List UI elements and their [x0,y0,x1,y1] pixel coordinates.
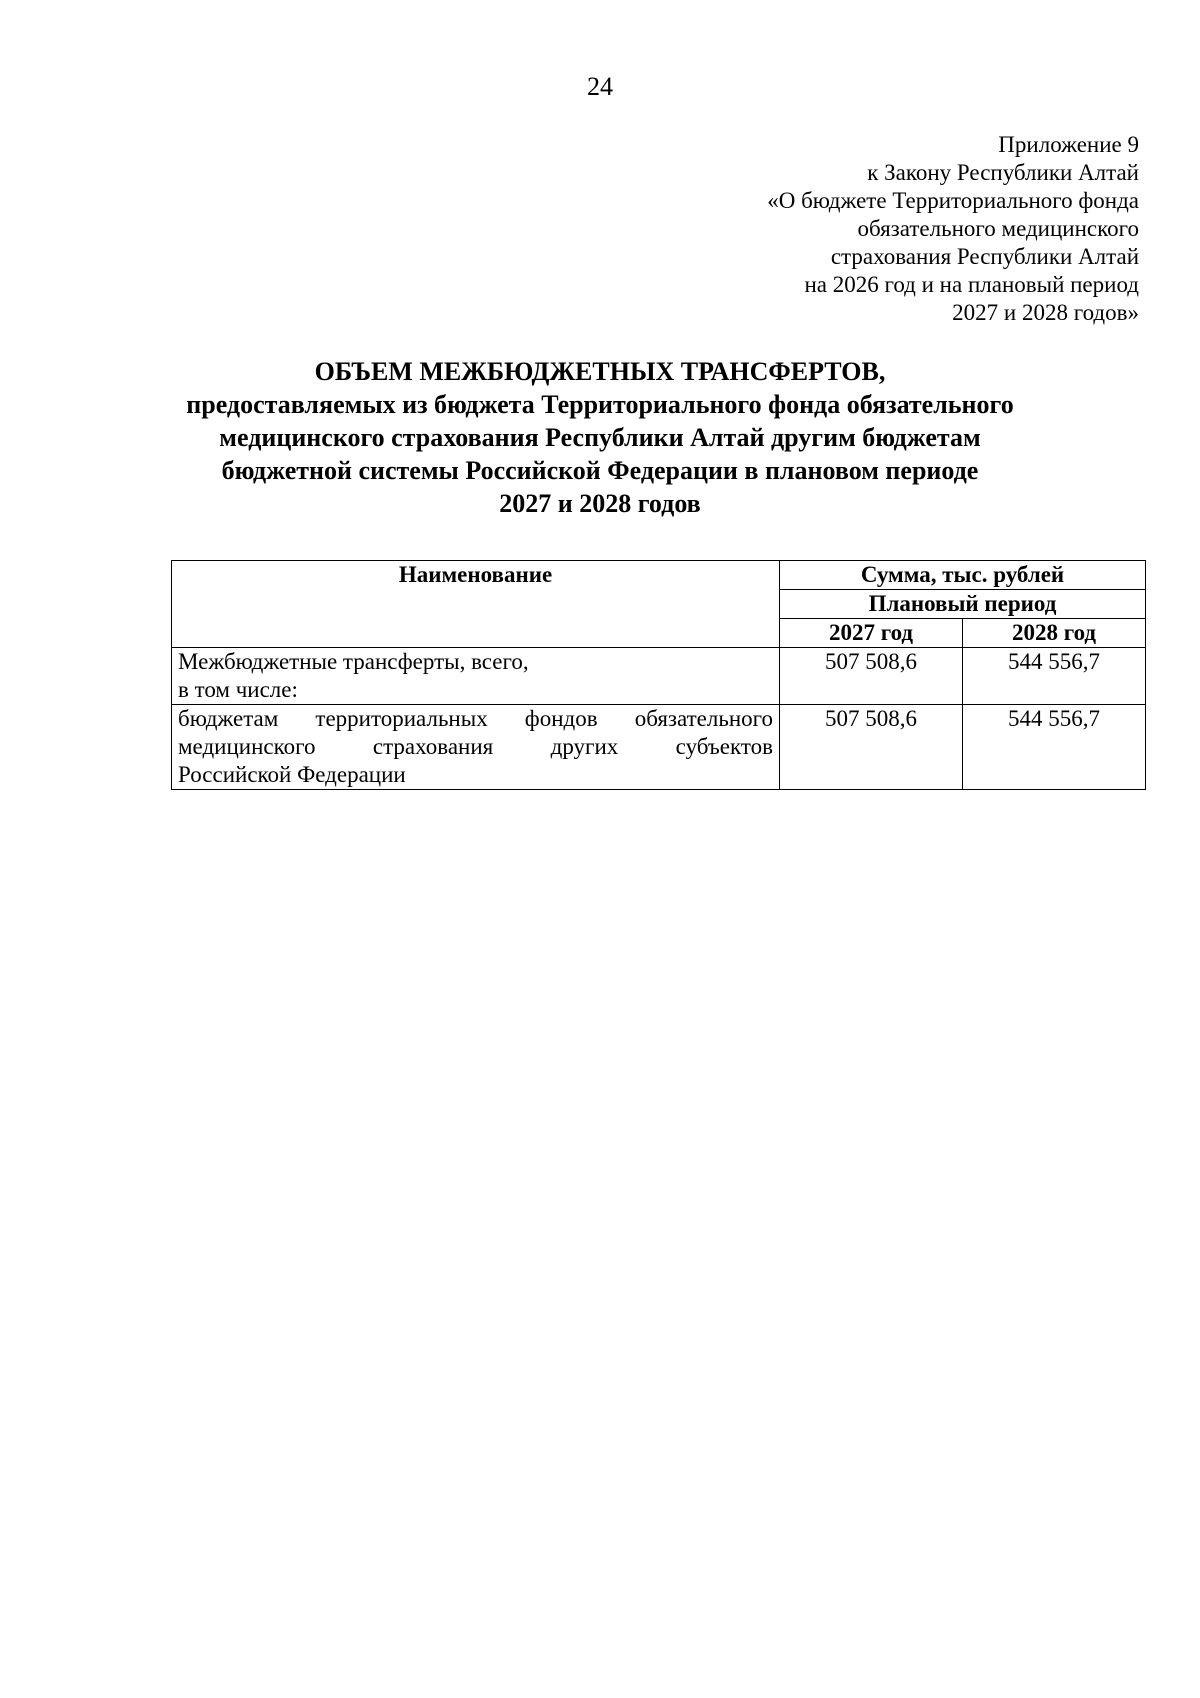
appendix-line: к Закону Республики Алтай [867,160,1139,185]
appendix-line: на 2026 год и на плановый период [804,272,1139,297]
row-name-line: в том числе: [178,677,298,702]
appendix-line: страхования Республики Алтай [830,244,1139,269]
header-sum: Сумма, тыс. рублей [780,561,1146,590]
table-row [172,705,1146,790]
header-name: Наименование [172,561,780,648]
document-title [0,355,1200,520]
row-name [172,648,780,705]
appendix-line: обязательного медицинского [857,216,1139,241]
row-value-2028: 544 556,7 [963,705,1146,790]
table-row [172,648,1146,705]
header-year-2028: 2028 год [963,619,1146,648]
header-period: Плановый период [780,590,1146,619]
title-line: 2027 и 2028 годов [499,489,701,518]
appendix-block [579,131,1139,327]
row-value-2027: 507 508,6 [780,705,963,790]
transfers-table [171,560,1146,790]
row-name-line: бюджетам территориальных фондов обязательного [178,706,773,731]
row-value-2028: 544 556,7 [963,648,1146,705]
appendix-line: 2027 и 2028 годов» [952,300,1139,325]
title-line: предоставляемых из бюджета Территориального фонда обязательного [186,390,1014,419]
appendix-line: Приложение 9 [998,132,1139,157]
row-name-line: Межбюджетные трансферты, всего, [178,649,529,674]
row-name [172,705,780,790]
header-year-2027: 2027 год [780,619,963,648]
title-line: медицинского страхования Республики Алтай другим бюджетам [219,423,981,452]
title-line: бюджетной системы Российской Федерации в плановом периоде [221,456,979,485]
row-name-line: Российской Федерации [178,762,406,787]
row-name-line: медицинского страхования других субъектов [178,734,773,759]
appendix-line: «О бюджете Территориального фонда [767,188,1139,213]
row-value-2027: 507 508,6 [780,648,963,705]
page-number: 24 [587,72,613,101]
title-line: ОБЪЕМ МЕЖБЮДЖЕТНЫХ ТРАНСФЕРТОВ, [314,357,886,386]
